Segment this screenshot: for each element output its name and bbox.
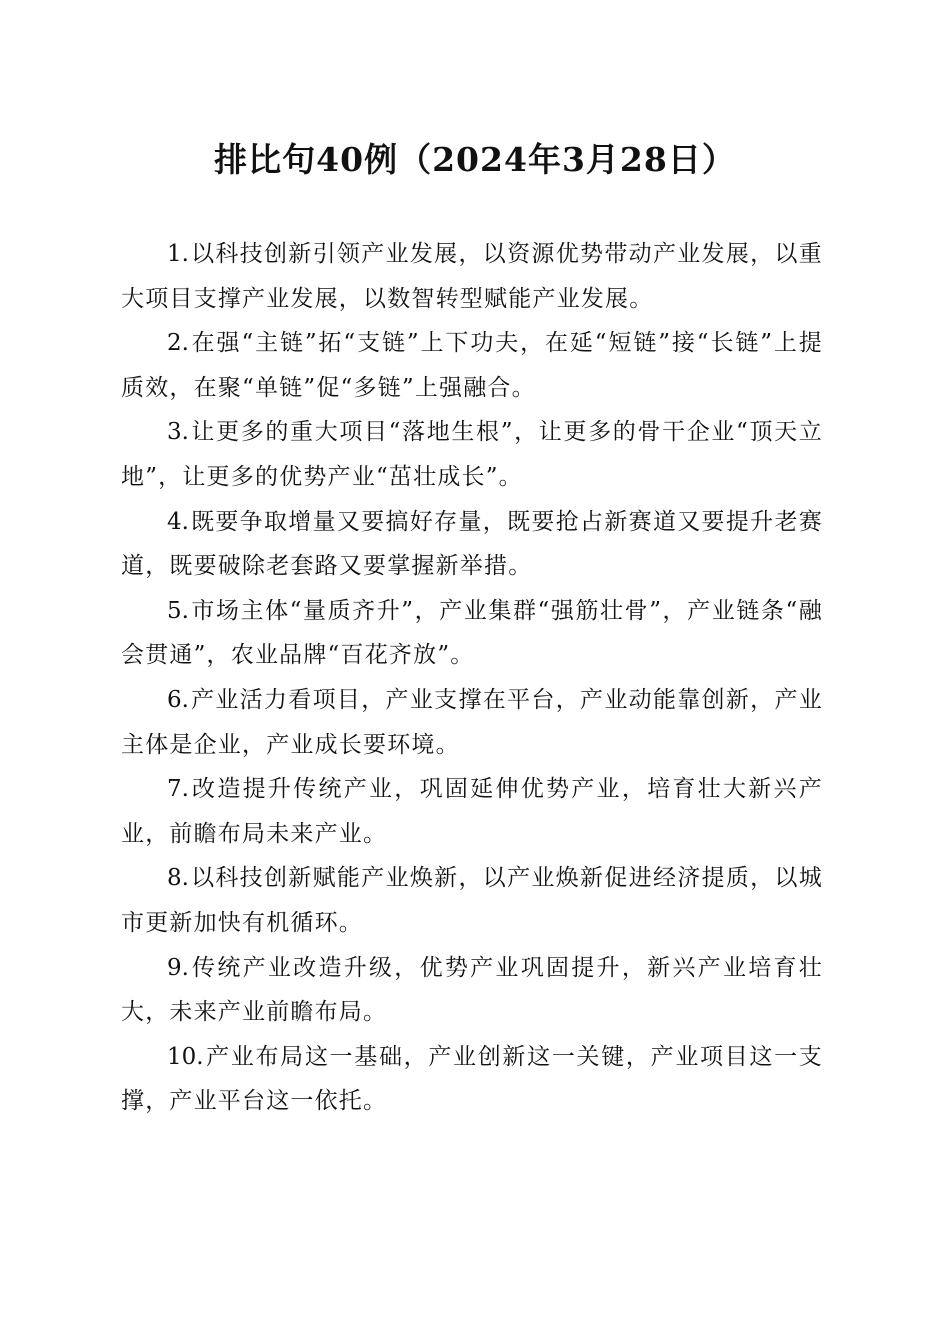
item-number: 1. xyxy=(167,241,189,267)
list-item-2 xyxy=(121,321,823,410)
item-number: 3. xyxy=(167,419,189,446)
list-item-7 xyxy=(121,767,823,856)
item-number: 10. xyxy=(167,1043,204,1070)
document-title: 排比句40例（2024年3月28日） xyxy=(214,140,736,179)
item-number: 5. xyxy=(167,597,189,624)
list-item-5 xyxy=(121,589,823,678)
list-item-10 xyxy=(121,1035,823,1124)
item-text: 让更多的重大项目“落地生根”，让更多的骨干企业“顶天立地”，让更多的优势产业“茁壮成长”。 xyxy=(121,419,823,490)
item-text: 传统产业改造升级，优势产业巩固提升，新兴产业培育壮大，未来产业前瞻布局。 xyxy=(121,954,823,1026)
list-item-8 xyxy=(121,856,823,945)
list-item-4 xyxy=(121,500,823,589)
list-item-3 xyxy=(121,410,823,499)
item-number: 6. xyxy=(167,686,189,713)
item-number: 7. xyxy=(167,776,189,803)
document-body xyxy=(121,232,823,1124)
item-text: 以科技创新赋能产业焕新，以产业焕新促进经济提质，以城市更新加快有机循环。 xyxy=(121,865,823,936)
item-number: 8. xyxy=(167,865,189,892)
item-text: 在强“主链”拓“支链”上下功夫，在延“短链”接“长链”上提质效，在聚“单链”促“多链”上强融合。 xyxy=(121,330,823,401)
item-text: 市场主体“量质齐升”，产业集群“强筋壮骨”，产业链条“融会贯通”，农业品牌“百花齐放”。 xyxy=(121,597,823,669)
item-text: 改造提升传统产业，巩固延伸优势产业，培育壮大新兴产业，前瞻布局未来产业。 xyxy=(121,776,823,847)
list-item-6 xyxy=(121,678,823,767)
item-number: 2. xyxy=(167,330,189,357)
item-number: 4. xyxy=(167,508,189,535)
list-item-1 xyxy=(121,232,823,321)
item-text: 产业活力看项目，产业支撑在平台，产业动能靠创新，产业主体是企业，产业成长要环境。 xyxy=(121,686,823,758)
item-text: 以科技创新引领产业发展，以资源优势带动产业发展，以重大项目支撑产业发展，以数智转型赋能产业发展。 xyxy=(121,241,823,312)
item-number: 9. xyxy=(167,954,189,981)
item-text: 既要争取增量又要搞好存量，既要抢占新赛道又要提升老赛道，既要破除老套路又要掌握新举措。 xyxy=(121,508,823,580)
item-text: 产业布局这一基础，产业创新这一关键，产业项目这一支撑，产业平台这一依托。 xyxy=(121,1043,823,1115)
list-item-9 xyxy=(121,946,823,1035)
